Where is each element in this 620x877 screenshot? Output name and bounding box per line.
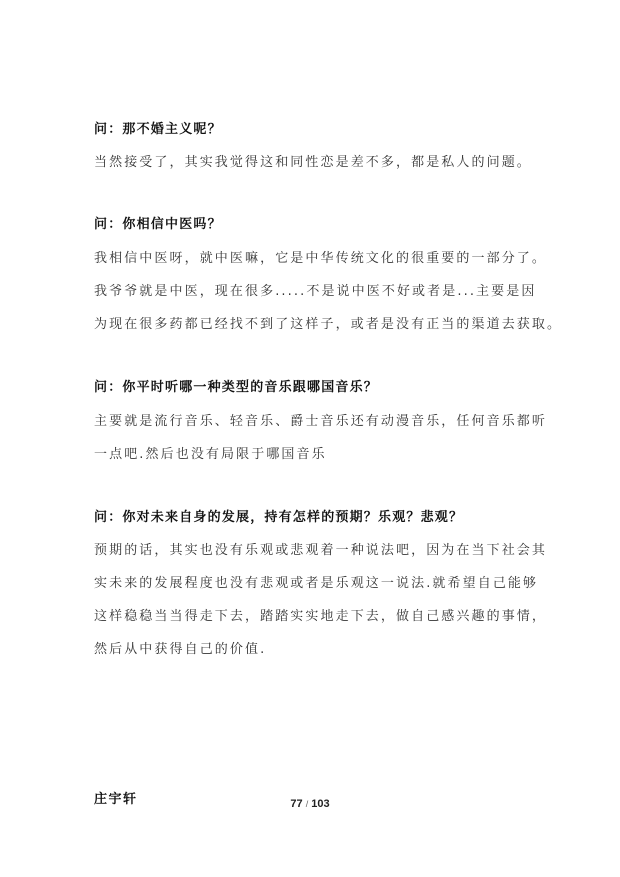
page-separator: / (305, 799, 309, 809)
question-2: 问：你相信中医吗？ (94, 217, 222, 232)
answer-2-line-2: 我爷爷就是中医，现在很多.....不是说中医不好或者是...主要是因 (94, 284, 537, 299)
question-4: 问：你对未来自身的发展，持有怎样的预期？乐观？悲观？ (94, 510, 464, 525)
page-number (0, 798, 620, 810)
current-page: 77 (290, 798, 303, 810)
answer-3-line-2: 一点吧.然后也没有局限于哪国音乐 (94, 447, 327, 462)
answer-4-line-4: 然后从中获得自己的价值. (94, 642, 267, 657)
answer-4-line-1: 预期的话，其实也没有乐观或悲观着一种说法吧，因为在当下社会其 (94, 543, 548, 558)
answer-4-line-3: 这样稳稳当当得走下去，踏踏实实地走下去，做自己感兴趣的事情， (94, 609, 548, 624)
answer-3-line-1: 主要就是流行音乐、轻音乐、爵士音乐还有动漫音乐，任何音乐都听 (94, 414, 548, 429)
question-1: 问：那不婚主义呢？ (94, 122, 222, 137)
interviewee-name: 庄宇轩 (94, 792, 138, 807)
answer-4-line-2: 实未来的发展程度也没有悲观或者是乐观这一说法.就希望自己能够 (94, 576, 539, 591)
answer-1-line-1: 当然接受了，其实我觉得这和同性恋是差不多，都是私人的问题。 (94, 155, 532, 170)
answer-2-line-3: 为现在很多药都已经找不到了这样子，或者是没有正当的渠道去获取。 (94, 317, 563, 332)
total-pages: 103 (311, 798, 330, 810)
answer-2-line-1: 我相信中医呀，就中医嘛，它是中华传统文化的很重要的一部分了。 (94, 251, 548, 266)
question-3: 问：你平时听哪一种类型的音乐跟哪国音乐？ (94, 380, 379, 395)
